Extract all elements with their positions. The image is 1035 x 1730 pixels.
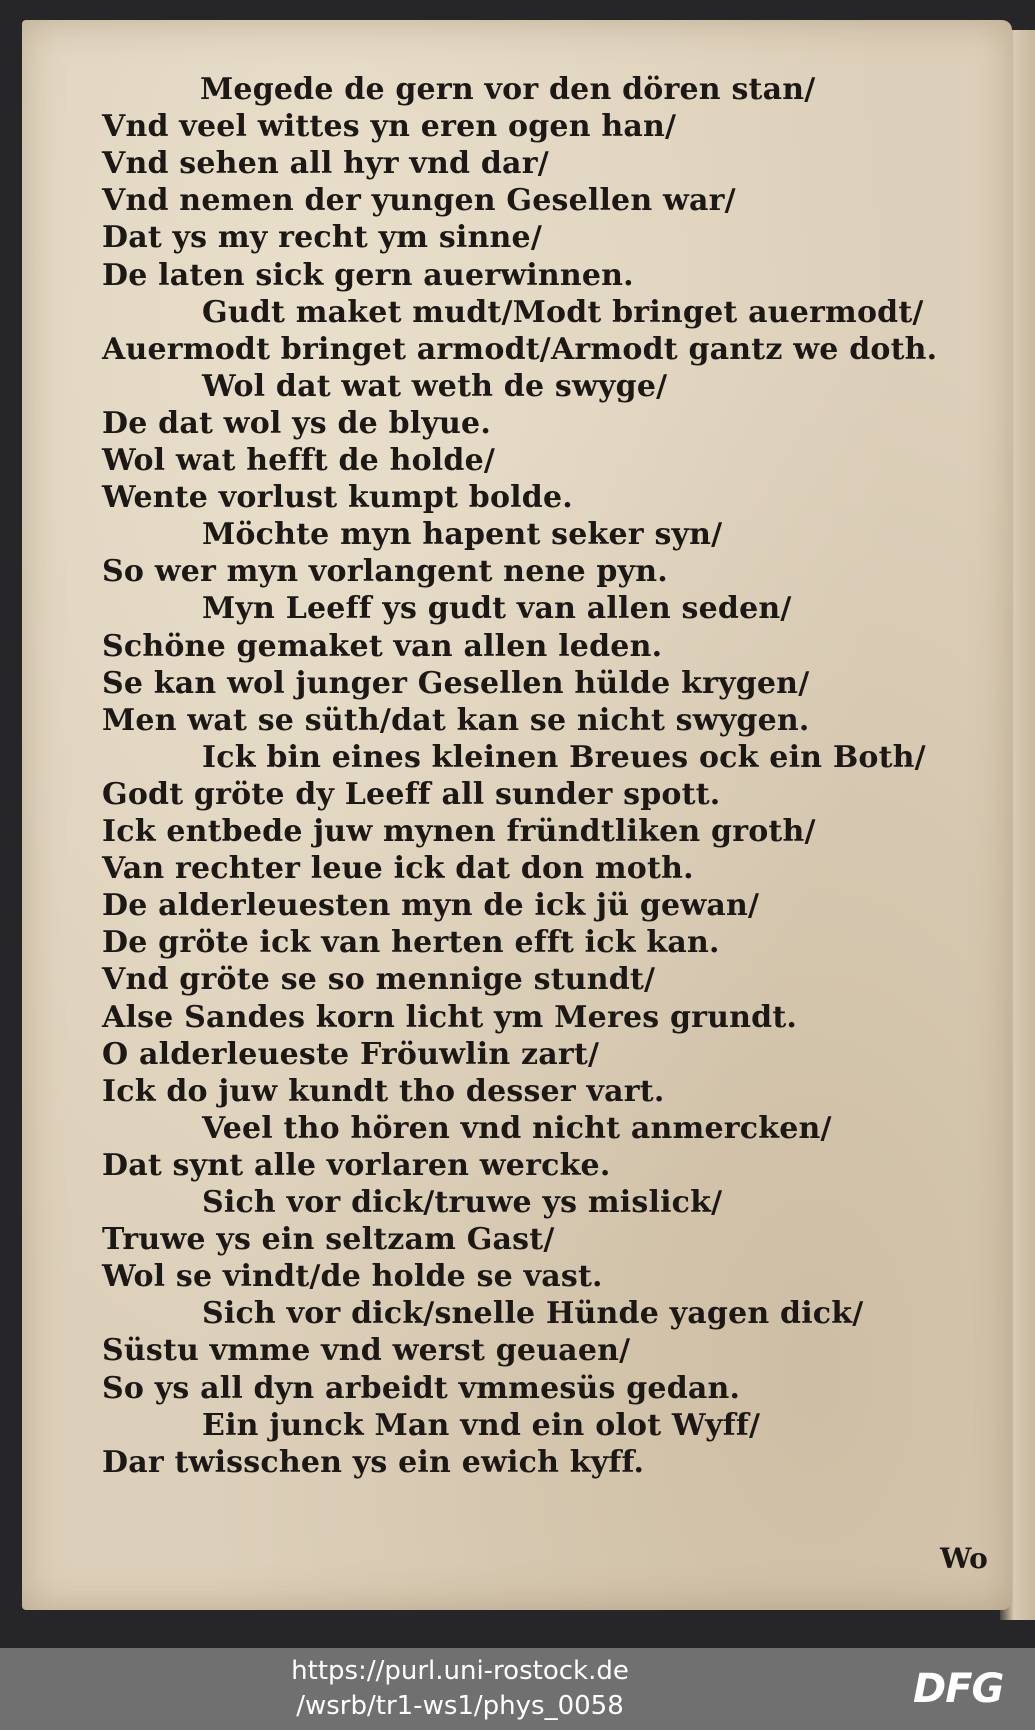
- text-line: De alderleuesten myn de ick jü gewan/: [102, 888, 760, 923]
- text-line: Wente vorlust kumpt bolde.: [102, 480, 573, 515]
- text-line: De dat wol ys de blyue.: [102, 406, 491, 441]
- text-line: Vnd gröte se so mennige stundt/: [102, 962, 656, 997]
- text-line: Van rechter leue ick dat don moth.: [102, 851, 694, 886]
- text-line: Wol dat wat weth de swyge/: [202, 369, 668, 404]
- text-line: So ys all dyn arbeidt vmmesüs gedan.: [102, 1371, 741, 1406]
- text-line: Süstu vmme vnd werst geuaen/: [102, 1333, 631, 1368]
- text-line: Gudt maket mudt/Modt bringet auermodt/: [202, 295, 924, 330]
- dfg-logo: DFG: [913, 1666, 1004, 1712]
- text-line: Veel tho hören vnd nicht anmercken/: [202, 1111, 832, 1146]
- footer-url-line1[interactable]: https://purl.uni-rostock.de: [291, 1656, 629, 1686]
- text-line: Ein junck Man vnd ein olot Wyff/: [202, 1408, 761, 1443]
- text-line: De laten sick gern auerwinnen.: [102, 258, 634, 293]
- footer-bar: [0, 1648, 1035, 1730]
- text-line: Men wat se süth/dat kan se nicht swygen.: [102, 703, 810, 738]
- text-line: Vnd sehen all hyr vnd dar/: [102, 146, 549, 181]
- text-line: Möchte myn hapent seker syn/: [202, 517, 723, 552]
- text-line: Vnd veel wittes yn eren ogen han/: [102, 109, 677, 144]
- text-line: Alse Sandes korn licht ym Meres grundt.: [102, 1000, 798, 1035]
- text-line: So wer myn vorlangent nene pyn.: [102, 554, 668, 589]
- text-line: Megede de gern vor den dören stan/: [200, 72, 816, 107]
- text-line: Dar twisschen ys ein ewich kyff.: [102, 1445, 645, 1480]
- footer-url-line2[interactable]: /wsrb/tr1-ws1/phys_0058: [296, 1691, 624, 1721]
- text-line: Auermodt bringet armodt/Armodt gantz we doth.: [102, 332, 938, 367]
- text-line: Ick do juw kundt tho desser vart.: [102, 1074, 665, 1109]
- text-line: Dat synt alle vorlaren wercke.: [102, 1148, 611, 1183]
- text-line: Truwe ys ein seltzam Gast/: [102, 1222, 555, 1257]
- text-line: Ick entbede juw mynen fründtliken groth/: [102, 814, 816, 849]
- text-line: Wol wat hefft de holde/: [102, 443, 496, 478]
- text-line: Se kan wol junger Gesellen hülde krygen/: [102, 666, 810, 701]
- book-page: [22, 20, 1012, 1610]
- text-line: Vnd nemen der yungen Gesellen war/: [102, 183, 736, 218]
- text-line: Ick bin eines kleinen Breues ock ein Both/: [202, 740, 926, 775]
- text-line: Dat ys my recht ym sinne/: [102, 220, 542, 255]
- text-line: O alderleueste Fröuwlin zart/: [102, 1037, 600, 1072]
- text-line: Schöne gemaket van allen leden.: [102, 629, 663, 664]
- text-line: Sich vor dick/snelle Hünde yagen dick/: [202, 1296, 864, 1331]
- text-line: Godt gröte dy Leeff all sunder spott.: [102, 777, 721, 812]
- text-line: Myn Leeff ys gudt van allen seden/: [202, 591, 792, 626]
- text-line: De gröte ick van herten efft ick kan.: [102, 925, 720, 960]
- catchword: Wo: [940, 1542, 988, 1575]
- text-line: Wol se vindt/de holde se vast.: [102, 1259, 603, 1294]
- text-line: Sich vor dick/truwe ys mislick/: [202, 1185, 723, 1220]
